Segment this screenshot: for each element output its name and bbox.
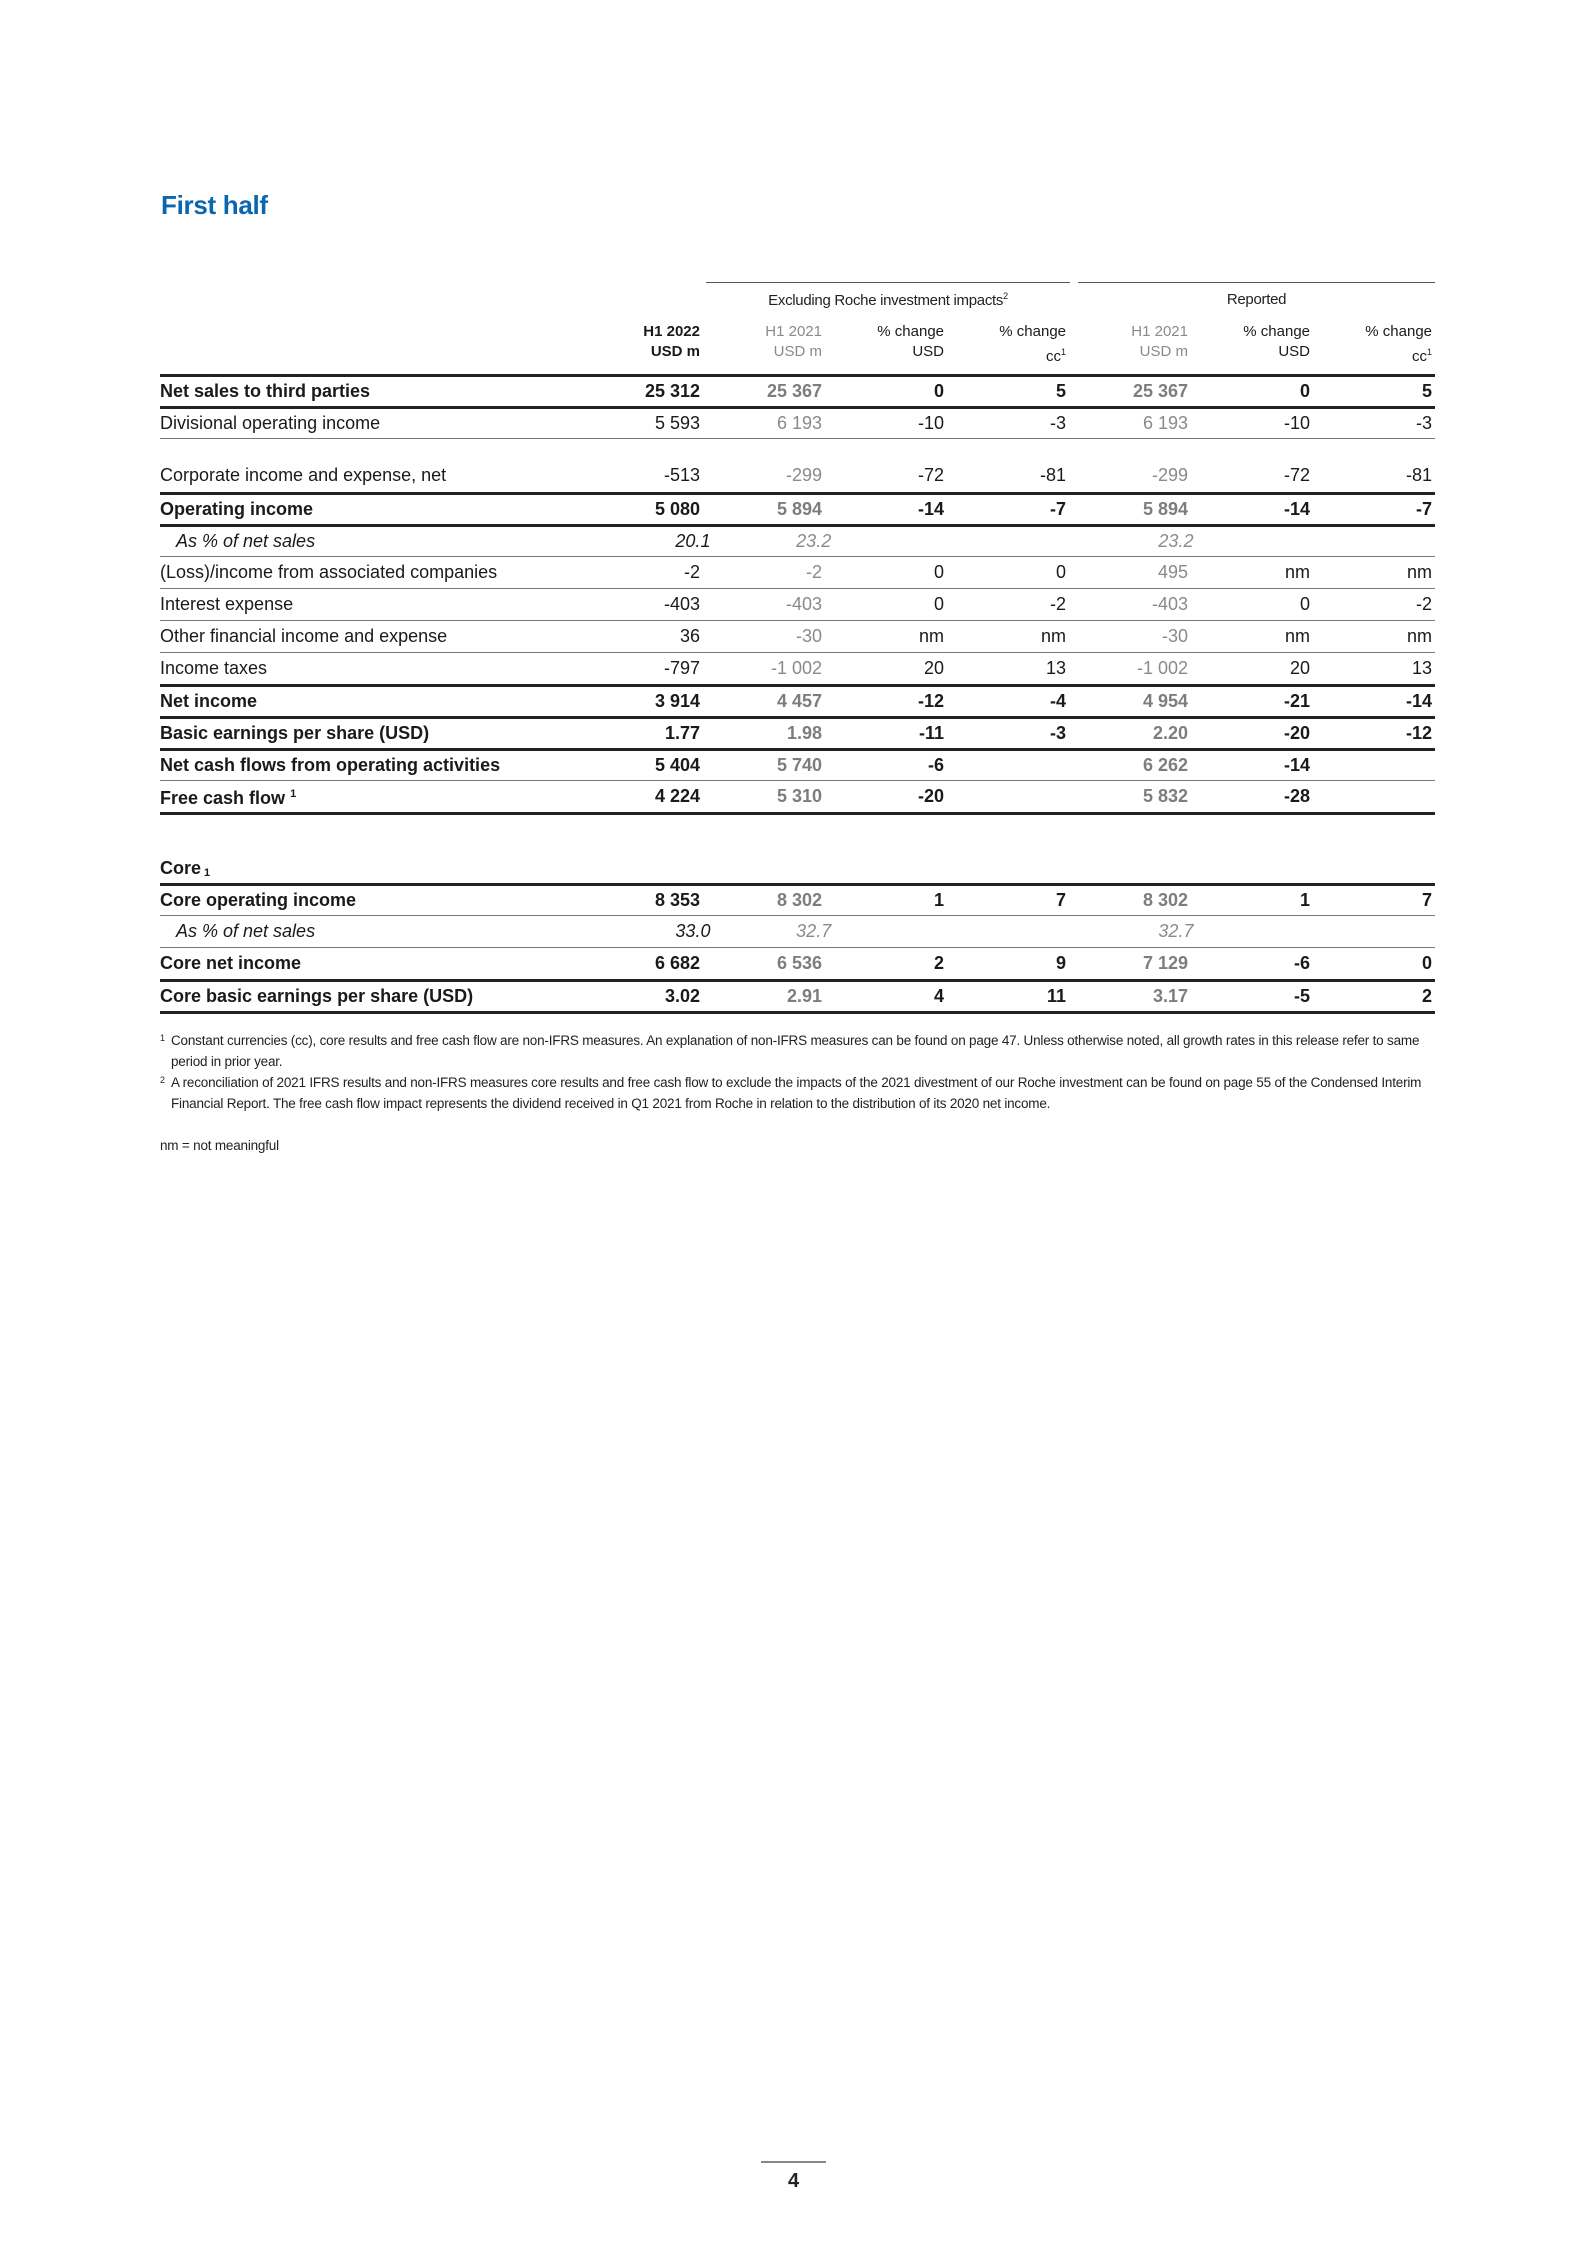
cell-value: nm <box>1406 562 1432 582</box>
table-row-interest-expense <box>160 588 1435 620</box>
page-title: First half <box>161 190 268 220</box>
group-header-row <box>160 282 1435 322</box>
cell-value: -12 <box>917 691 944 711</box>
row-label: As % of net sales <box>176 531 316 551</box>
cell-value: 6 193 <box>1142 413 1188 433</box>
row-label: Other financial income and expense <box>160 626 448 646</box>
row-label: Operating income <box>160 499 314 519</box>
cell-value: 6 536 <box>776 953 822 973</box>
column-header-line1: H1 2022 <box>643 323 700 340</box>
cell-value: 2 <box>1421 986 1432 1006</box>
cell-value: -10 <box>917 413 944 433</box>
cell-value: 13 <box>1045 658 1066 678</box>
cell-value: 3.02 <box>664 986 700 1006</box>
cell-value: 0 <box>1299 381 1310 401</box>
cell-value: nm <box>1284 562 1310 582</box>
cell-value: -72 <box>917 465 944 485</box>
footnote-ref: 1 <box>1426 347 1432 357</box>
cell-value: -5 <box>1293 986 1310 1006</box>
footnote-ref: 1 <box>1060 347 1066 357</box>
cell-value: -2 <box>1415 594 1432 614</box>
cell-value: -3 <box>1049 413 1066 433</box>
cell-value: -21 <box>1283 691 1310 711</box>
row-label: Interest expense <box>160 594 294 614</box>
cell-value: -20 <box>1283 723 1310 743</box>
cell-value: -403 <box>1151 594 1188 614</box>
table-row-operating-margin <box>160 524 1435 556</box>
table-row-net-sales <box>160 374 1435 406</box>
footnote-1 <box>160 1030 1440 1072</box>
cell-value: -7 <box>1415 499 1432 519</box>
table-row-corporate-income <box>160 438 1435 492</box>
row-label: Net sales to third parties <box>160 381 371 401</box>
cell-value: 0 <box>933 594 944 614</box>
cell-value: -12 <box>1405 723 1432 743</box>
column-header-change-usd-excl <box>822 322 944 362</box>
cell-value: -2 <box>683 562 700 582</box>
cell-value: 5 740 <box>776 755 822 775</box>
cell-value: -6 <box>927 755 944 775</box>
column-header-line2: cc <box>1411 348 1427 365</box>
cell-value: 2.91 <box>786 986 822 1006</box>
cell-value: 0 <box>1421 953 1432 973</box>
cell-value: 20 <box>1289 658 1310 678</box>
table-row-income-taxes <box>160 652 1435 684</box>
cell-value: -7 <box>1049 499 1066 519</box>
cell-value: -72 <box>1283 465 1310 485</box>
column-header-row <box>160 322 1435 368</box>
row-label: Core basic earnings per share (USD) <box>160 986 474 1006</box>
cell-value: -3 <box>1049 723 1066 743</box>
cell-value: 0 <box>1299 594 1310 614</box>
footnote-ref: 1 <box>290 788 297 800</box>
column-header-line2: USD m <box>1139 343 1188 360</box>
column-header-line1: H1 2021 <box>765 323 822 340</box>
cell-value: 0 <box>933 381 944 401</box>
column-header-h1-2021-excl <box>700 322 822 362</box>
column-header-h1-2022 <box>618 322 700 362</box>
footnote-mark: 1 <box>160 1033 165 1043</box>
cell-value: nm <box>918 626 944 646</box>
cell-value: 5 894 <box>1142 499 1188 519</box>
cell-value: 4 954 <box>1142 691 1188 711</box>
cell-value: 0 <box>1055 562 1066 582</box>
key-figures-table <box>160 282 1435 1014</box>
cell-value: 3.17 <box>1152 986 1188 1006</box>
cell-value: -14 <box>1283 755 1310 775</box>
cell-value: 7 129 <box>1142 953 1188 973</box>
group-header-excluding <box>706 282 1070 309</box>
row-label: As % of net sales <box>176 921 316 941</box>
column-header-line1: % change <box>877 323 944 340</box>
row-label: Core operating income <box>160 890 357 910</box>
table-row-core-operating-income <box>160 883 1435 915</box>
cell-value: 3 914 <box>654 691 700 711</box>
page-number-rule <box>761 2161 826 2163</box>
cell-value: 25 312 <box>644 381 700 401</box>
footnote-text: A reconciliation of 2021 IFRS results and non-IFRS measures core results and free cash flow to exclude the impacts of the 2021 divestment of our Roche investment can be found on page 55 of the Condensed Interim Financial Report. The free cash flow impact represents the dividend received in Q1 2021 from Roche in relation to the distribution of its 2020 net income. <box>171 1075 1422 1111</box>
cell-value: 495 <box>1157 562 1188 582</box>
column-header-line1: % change <box>1365 323 1432 340</box>
table-row-basic-eps <box>160 716 1435 748</box>
table-row-operating-cash-flows <box>160 748 1435 780</box>
column-header-line2: USD <box>1278 343 1310 360</box>
cell-value: -30 <box>795 626 822 646</box>
column-header-h1-2021-reported <box>1066 322 1188 362</box>
cell-value: -299 <box>1151 465 1188 485</box>
table-row-core-net-income <box>160 947 1435 979</box>
cell-value: 25 367 <box>766 381 822 401</box>
table-row-other-financial <box>160 620 1435 652</box>
column-header-change-usd-reported <box>1188 322 1310 362</box>
cell-value: -6 <box>1293 953 1310 973</box>
row-label: Divisional operating income <box>160 413 381 433</box>
page-number: 4 <box>787 2170 800 2192</box>
cell-value: -28 <box>1283 786 1310 806</box>
cell-value: 5 310 <box>776 786 822 806</box>
cell-value: 6 262 <box>1142 755 1188 775</box>
cell-value: 1 <box>1299 890 1310 910</box>
row-label: Core net income <box>160 953 302 973</box>
column-header-change-cc-reported <box>1310 322 1432 367</box>
cell-value: 36 <box>679 626 700 646</box>
cell-value: 13 <box>1411 658 1432 678</box>
cell-value: nm <box>1406 626 1432 646</box>
cell-value: 20.1 <box>675 531 711 551</box>
cell-value: 1.77 <box>664 723 700 743</box>
footnotes <box>160 1030 1440 1156</box>
footnote-ref: 1 <box>204 867 211 879</box>
cell-value: 20 <box>923 658 944 678</box>
cell-value: 6 193 <box>776 413 822 433</box>
cell-value: 33.0 <box>675 921 711 941</box>
table-row-core-eps <box>160 979 1435 1011</box>
cell-value: -4 <box>1049 691 1066 711</box>
cell-value: -2 <box>1049 594 1066 614</box>
core-section-heading <box>160 851 1435 883</box>
cell-value: -11 <box>918 723 944 743</box>
cell-value: 6 682 <box>654 953 700 973</box>
cell-value: 5 404 <box>654 755 700 775</box>
table-row-free-cash-flow <box>160 780 1435 812</box>
row-label: Corporate income and expense, net <box>160 465 447 485</box>
cell-value: 7 <box>1421 890 1432 910</box>
cell-value: -403 <box>663 594 700 614</box>
cell-value: 32.7 <box>796 921 832 941</box>
cell-value: -513 <box>663 465 700 485</box>
cell-value: -3 <box>1415 413 1432 433</box>
cell-value: -81 <box>1039 465 1066 485</box>
table-row-net-income <box>160 684 1435 716</box>
cell-value: -14 <box>917 499 944 519</box>
cell-value: 8 302 <box>776 890 822 910</box>
row-label: Net cash flows from operating activities <box>160 755 501 775</box>
nm-legend: nm = not meaningful <box>160 1138 279 1153</box>
table-row-operating-income <box>160 492 1435 524</box>
cell-value: 32.7 <box>1158 921 1194 941</box>
column-header-line2: USD m <box>773 343 822 360</box>
cell-value: 2.20 <box>1152 723 1188 743</box>
cell-value: -81 <box>1405 465 1432 485</box>
cell-value: 5 832 <box>1142 786 1188 806</box>
cell-value: 1 <box>933 890 944 910</box>
cell-value: -797 <box>663 658 700 678</box>
cell-value: 0 <box>933 562 944 582</box>
table-row-divisional-operating-income <box>160 406 1435 438</box>
table-row-associated-companies <box>160 556 1435 588</box>
row-label: Net income <box>160 691 258 711</box>
column-header-line1: H1 2021 <box>1131 323 1188 340</box>
footnote-ref: 2 <box>1003 291 1008 301</box>
footnote-2 <box>160 1072 1440 1114</box>
cell-value: -30 <box>1161 626 1188 646</box>
cell-value: 4 457 <box>776 691 822 711</box>
cell-value: 9 <box>1055 953 1066 973</box>
cell-value: 5 <box>1421 381 1432 401</box>
cell-value: 2 <box>933 953 944 973</box>
cell-value: -299 <box>785 465 822 485</box>
cell-value: 8 353 <box>654 890 700 910</box>
cell-value: 4 224 <box>654 786 700 806</box>
column-header-line2: USD m <box>650 343 700 360</box>
table-row-core-margin <box>160 915 1435 947</box>
cell-value: nm <box>1284 626 1310 646</box>
cell-value: -20 <box>917 786 944 806</box>
row-label: Income taxes <box>160 658 268 678</box>
group-header-reported: Reported <box>1078 282 1435 308</box>
cell-value: -1 002 <box>1136 658 1188 678</box>
core-table-bottom-rule <box>160 1011 1435 1014</box>
row-label: (Loss)/income from associated companies <box>160 562 498 582</box>
cell-value: -10 <box>1283 413 1310 433</box>
row-label-text: Free cash flow <box>160 788 286 808</box>
group-header-excluding-label: Excluding Roche investment impacts <box>768 292 1004 309</box>
cell-value: 23.2 <box>1158 531 1194 551</box>
cell-value: -1 002 <box>770 658 822 678</box>
column-header-line2: cc <box>1045 348 1061 365</box>
cell-value: 5 894 <box>776 499 822 519</box>
column-header-change-cc-excl <box>944 322 1066 367</box>
column-header-line1: % change <box>1243 323 1310 340</box>
table-bottom-rule <box>160 812 1435 815</box>
footnote-text: Constant currencies (cc), core results and free cash flow are non-IFRS measures. An explanation of non-IFRS measures can be found on page 47. Unless otherwise noted, all growth rates in this release refer to same period in prior year. <box>171 1033 1420 1069</box>
cell-value: 1.98 <box>786 723 822 743</box>
cell-value: 8 302 <box>1142 890 1188 910</box>
cell-value: -403 <box>785 594 822 614</box>
row-label <box>160 784 618 809</box>
cell-value: 25 367 <box>1132 381 1188 401</box>
cell-value: -14 <box>1283 499 1310 519</box>
cell-value: -2 <box>805 562 822 582</box>
footnote-mark: 2 <box>160 1075 165 1085</box>
cell-value: 5 <box>1055 381 1066 401</box>
cell-value: 4 <box>933 986 944 1006</box>
row-label: Basic earnings per share (USD) <box>160 723 430 743</box>
column-header-line2: USD <box>912 343 944 360</box>
cell-value: 5 593 <box>654 413 700 433</box>
cell-value: 5 080 <box>654 499 700 519</box>
column-header-line1: % change <box>999 323 1066 340</box>
cell-value: 23.2 <box>796 531 832 551</box>
cell-value: nm <box>1040 626 1066 646</box>
cell-value: -14 <box>1405 691 1432 711</box>
cell-value: 7 <box>1055 890 1066 910</box>
core-heading-text: Core <box>160 858 202 878</box>
cell-value: 11 <box>1046 986 1066 1006</box>
